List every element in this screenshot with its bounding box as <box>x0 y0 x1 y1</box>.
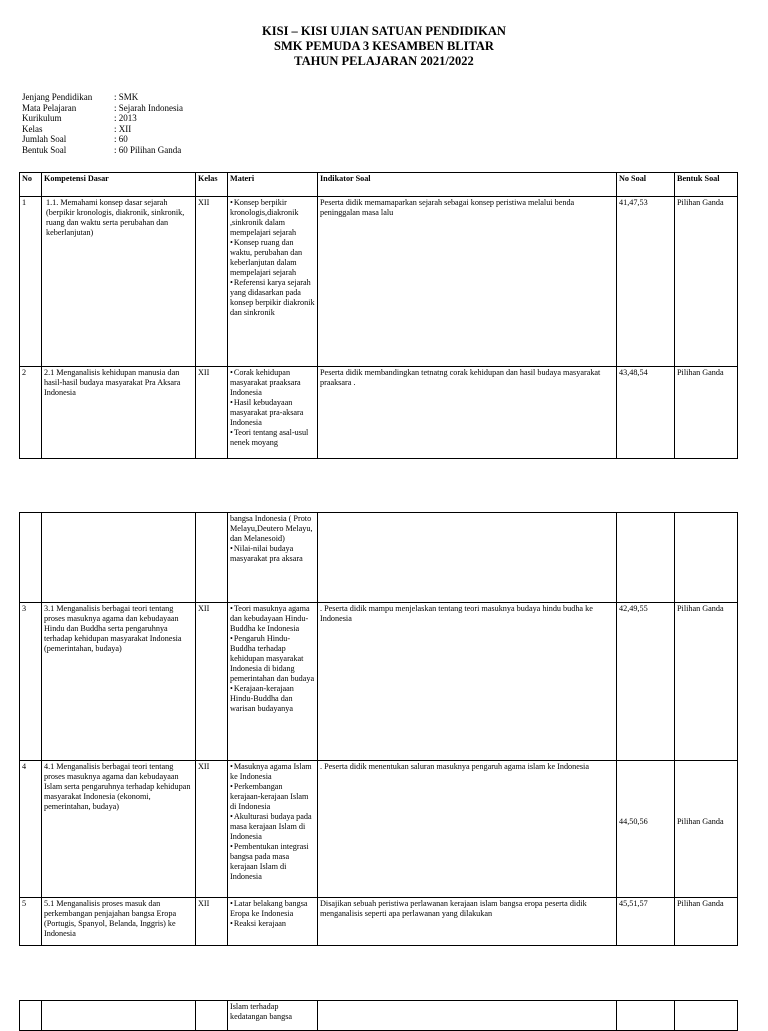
materi-list <box>230 198 315 318</box>
cell-no: 2 <box>20 367 42 459</box>
header-no: No <box>20 173 42 197</box>
meta-label: Kelas <box>22 123 43 134</box>
header-kompetensi-dasar: Kompetensi Dasar <box>42 173 196 197</box>
materi-item: • Latar belakang bangsa Eropa ke Indonesia <box>230 899 315 919</box>
table-row <box>20 367 738 459</box>
cell-kelas: XII <box>196 898 228 946</box>
materi-item: • Pengaruh Hindu-Buddha terhadap kehidupan masyarakat Indonesia di bidang pemerintahan dan budaya <box>230 634 315 684</box>
cell-no-soal: 42,49,55 <box>617 603 675 761</box>
cell-bentuk-soal: Pilihan Ganda <box>675 761 738 898</box>
cell-kelas: XII <box>196 197 228 367</box>
meta-label: Mata Pelajaran <box>22 102 77 113</box>
materi-item: • Teori masuknya agama dan kebudayaan Hindu-Buddha ke Indonesia <box>230 604 315 634</box>
cell-kompetensi-dasar: 1.1. Memahami konsep dasar sejarah (berpikir kronologis, diakronik, sinkronik, ruang dan waktu serta perubahan dan keberlanjutan) <box>42 197 196 367</box>
materi-item: • Reaksi kerajaan <box>230 919 315 929</box>
materi-item: • Akulturasi budaya pada masa kerajaan Islam di Indonesia <box>230 812 315 842</box>
cell-materi <box>228 761 318 898</box>
cell-no-soal: 45,51,57 <box>617 898 675 946</box>
meta-row <box>22 103 183 114</box>
table-header-row <box>20 173 738 197</box>
cell-no: 1 <box>20 197 42 367</box>
meta-label: Jumlah Soal <box>22 134 67 144</box>
cell-no-soal <box>617 513 675 603</box>
document-meta <box>22 92 183 155</box>
cell-no-soal: 43,48,54 <box>617 367 675 459</box>
cell-no <box>20 513 42 603</box>
table-row <box>20 197 738 367</box>
materi-item-continued: bangsa Indonesia ( Proto Melayu,Deutero Melayu, dan Melanesoid) <box>230 514 313 543</box>
header-indikator-soal: Indikator Soal <box>318 173 617 197</box>
meta-value: : XII <box>114 123 132 134</box>
title-line-3: TAHUN PELAJARAN 2021/2022 <box>294 54 474 68</box>
title-line-2: SMK PEMUDA 3 KESAMBEN BLITAR <box>274 39 494 53</box>
materi-item: • Perkembangan kerajaan-kerajaan Islam di Indonesia <box>230 782 315 812</box>
cell-kompetensi-dasar: 3.1 Menganalisis berbagai teori tentang proses masuknya agama dan kebudayaan Hindu dan Buddha serta pengaruhnya terhadap kehidupan masyarakat Indonesia (pemerintahan, budaya) <box>42 603 196 761</box>
meta-value: : SMK <box>114 92 139 102</box>
table-row <box>20 513 738 603</box>
meta-label: Kurikulum <box>22 113 62 123</box>
cell-kompetensi-dasar: 5.1 Menganalisis proses masuk dan perkembangan penjajahan bangsa Eropa (Portugis, Spanyol, Belanda, Inggris) ke Indonesia <box>42 898 196 946</box>
cell-no-soal: 44,50,56 <box>617 761 675 898</box>
materi-list <box>230 514 315 564</box>
materi-item-continued: Islam terhadap kedatangan bangsa <box>230 1002 293 1021</box>
meta-value: : 2013 <box>114 113 137 123</box>
cell-materi <box>228 603 318 761</box>
cell-no: 3 <box>20 603 42 761</box>
materi-list <box>230 1002 315 1022</box>
meta-row <box>22 124 183 135</box>
cell-bentuk-soal: Pilihan Ganda <box>675 367 738 459</box>
table-row <box>20 1001 738 1031</box>
cell-indikator-soal: Peserta didik membandingkan tetnatng corak kehidupan dan hasil budaya masyarakat praaksara . <box>318 367 617 459</box>
cell-materi <box>228 898 318 946</box>
cell-indikator-soal: . Peserta didik mampu menjelaskan tentang teori masuknya budaya hindu budha ke Indonesia <box>318 603 617 761</box>
cell-no: 4 <box>20 761 42 898</box>
materi-item: • Referensi karya sejarah yang didasarkan pada konsep berpikir diakronik dan sinkronik <box>230 278 315 318</box>
meta-row <box>22 92 183 103</box>
meta-label: Bentuk Soal <box>22 144 67 155</box>
materi-item: • Pembentukan integrasi bangsa pada masa kerajaan Islam di Indonesia <box>230 842 315 882</box>
materi-item: • Teori tentang asal-usul nenek moyang <box>230 428 315 448</box>
materi-item: • Hasil kebudayaan masyarakat pra-aksara Indonesia <box>230 398 315 428</box>
meta-value: : 60 Pilihan Ganda <box>114 144 182 155</box>
materi-item: • Konsep berpikir kronologis,diakronik ,sinkronik dalam mempelajari sejarah <box>230 198 315 238</box>
materi-item: • Konsep ruang dan waktu, perubahan dan keberlanjutan dalam mempelajari sejarah <box>230 238 315 278</box>
cell-materi <box>228 197 318 367</box>
materi-item: • Masuknya agama Islam ke Indonesia <box>230 762 315 782</box>
cell-kelas: XII <box>196 367 228 459</box>
cell-kompetensi-dasar <box>42 513 196 603</box>
cell-indikator-soal <box>318 513 617 603</box>
cell-kelas: XII <box>196 761 228 898</box>
cell-kelas: XII <box>196 603 228 761</box>
materi-item: • Corak kehidupan masyarakat praaksara Indonesia <box>230 368 315 398</box>
cell-kelas <box>196 1001 228 1031</box>
cell-bentuk-soal <box>675 513 738 603</box>
kisi-table-page-2 <box>19 512 738 946</box>
cell-materi <box>228 367 318 459</box>
meta-label: Jenjang Pendidikan <box>22 92 93 102</box>
cell-indikator-soal: . Peserta didik menentukan saluran masuknya pengaruh agama islam ke Indonesia <box>318 761 617 898</box>
cell-no <box>20 1001 42 1031</box>
cell-indikator-soal: Disajikan sebuah peristiwa perlawanan kerajaan islam bangsa eropa peserta didik menganalisis seperti apa perlawanan yang dilakukan <box>318 898 617 946</box>
header-bentuk-soal: Bentuk Soal <box>675 173 738 197</box>
title-line-1: KISI – KISI UJIAN SATUAN PENDIDIKAN <box>262 24 506 38</box>
materi-item: • Nilai-nilai budaya masyarakat pra aksara <box>230 544 315 564</box>
materi-list <box>230 762 315 882</box>
table-row <box>20 898 738 946</box>
cell-bentuk-soal <box>675 1001 738 1031</box>
header-kelas: Kelas <box>196 173 228 197</box>
cell-bentuk-soal: Pilihan Ganda <box>675 898 738 946</box>
cell-no: 5 <box>20 898 42 946</box>
table-row <box>20 603 738 761</box>
cell-materi <box>228 513 318 603</box>
kisi-table-page-1 <box>19 172 738 459</box>
cell-bentuk-soal: Pilihan Ganda <box>675 603 738 761</box>
table-row <box>20 761 738 898</box>
header-materi: Materi <box>228 173 318 197</box>
meta-row <box>22 113 183 124</box>
cell-materi <box>228 1001 318 1031</box>
cell-kompetensi-dasar: 4.1 Menganalisis berbagai teori tentang proses masuknya agama dan kebudayaan Islam serta pengaruhnya terhadap kehidupan masyarakat Indonesia (ekonomi, pemerintahan, budaya) <box>42 761 196 898</box>
meta-row <box>22 145 183 156</box>
cell-kompetensi-dasar: 2.1 Menganalisis kehidupan manusia dan hasil-hasil budaya masyarakat Pra Aksara Indonesia <box>42 367 196 459</box>
cell-no-soal: 41,47,53 <box>617 197 675 367</box>
meta-value: : Sejarah Indonesia <box>114 102 183 113</box>
materi-list <box>230 604 315 714</box>
cell-no-soal <box>617 1001 675 1031</box>
meta-row <box>22 134 183 145</box>
cell-indikator-soal <box>318 1001 617 1031</box>
cell-bentuk-soal: Pilihan Ganda <box>675 197 738 367</box>
document-title <box>0 24 768 69</box>
cell-kelas <box>196 513 228 603</box>
header-no-soal: No Soal <box>617 173 675 197</box>
materi-list <box>230 368 315 448</box>
kisi-table-page-3 <box>19 1000 738 1031</box>
meta-value: : 60 <box>114 134 128 144</box>
materi-item: • Kerajaan-kerajaan Hindu-Buddha dan warisan budayanya <box>230 684 315 714</box>
materi-list <box>230 899 315 929</box>
cell-indikator-soal: Peserta didik memamaparkan sejarah sebagai konsep peristiwa melalui benda peninggalan masa lalu <box>318 197 617 367</box>
cell-kompetensi-dasar <box>42 1001 196 1031</box>
